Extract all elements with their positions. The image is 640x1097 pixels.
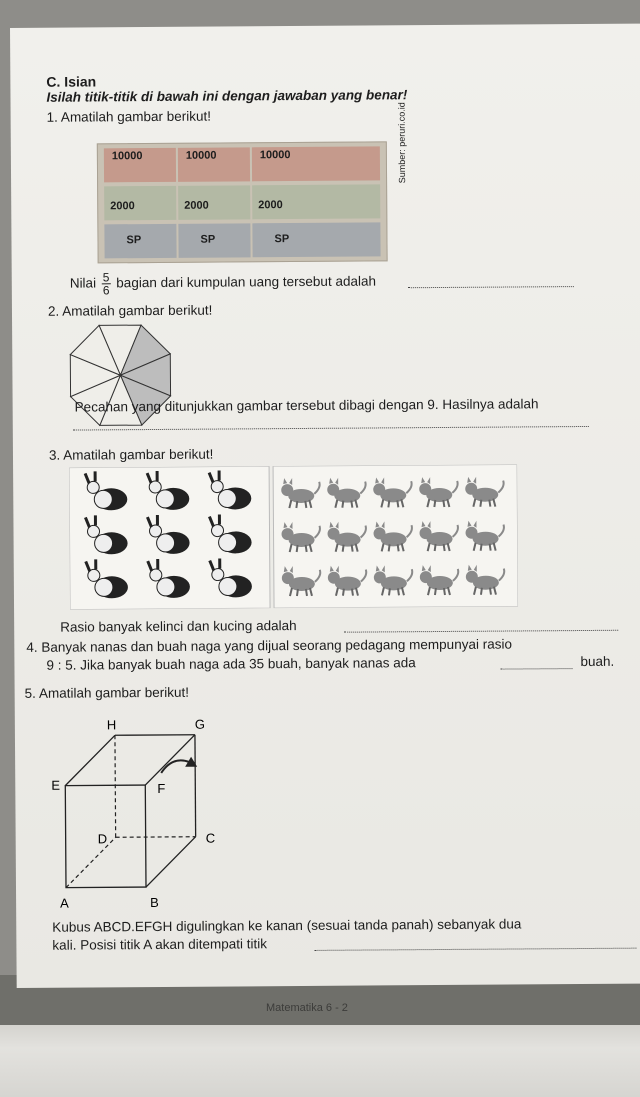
banknote-sp: SP: [178, 223, 250, 258]
vertex-label-e: E: [51, 777, 61, 793]
banknote-sp: SP: [104, 224, 176, 259]
q2-question: Pecahan yang ditunjukkan gambar tersebut dibagi dengan 9. Hasilnya adalah: [74, 396, 539, 415]
vertex-label-b: B: [150, 894, 159, 911]
animals-image: [69, 464, 518, 609]
q4-line2: 9 : 5. Jika banyak buah naga ada 35 buah, banyak nanas ada: [46, 655, 416, 673]
vertex-label-f: F: [157, 780, 166, 796]
vertex-label-c: C: [205, 830, 216, 846]
answer-blank-5[interactable]: [314, 948, 636, 951]
q4-line1: 4. Banyak nanas dan buah naga yang dijual seorang pedagang mempunyai rasio: [26, 636, 513, 655]
fraction: $\frac{5}{6}$: [102, 270, 110, 298]
vertex-label-a: A: [60, 895, 69, 911]
q3-header: 3. Amatilah gambar berikut!: [48, 446, 214, 463]
cube-diagram: [45, 696, 237, 915]
q3-question: Rasio banyak kelinci dan kucing adalah: [60, 618, 297, 635]
money-image: [97, 141, 388, 263]
q2-header: 2. Amatilah gambar berikut!: [47, 302, 213, 319]
worksheet-page: [10, 24, 640, 988]
answer-blank-3[interactable]: [344, 630, 618, 633]
section-title: C. Isian: [46, 73, 97, 90]
image-source: Sumber: peruri.co.id: [396, 102, 408, 184]
q5-line1: Kubus ABCD.EFGH digulingkan ke kanan (sesuai tanda panah) sebanyak dua: [52, 916, 522, 935]
vertex-label-g: G: [194, 716, 206, 732]
banknote-2000: 2000: [252, 184, 380, 219]
q1-number: 1.: [46, 109, 58, 125]
banknote-10000: 10000: [104, 148, 176, 183]
banknote-2000: 2000: [178, 185, 250, 220]
q1-prompt: Amatilah gambar berikut!: [60, 108, 212, 125]
banknote-10000: 10000: [178, 147, 250, 182]
banknote-2000: 2000: [104, 186, 176, 221]
q5-line2: kali. Posisi titik A akan ditempati titik: [52, 936, 268, 953]
q1-header: [47, 109, 211, 125]
answer-blank-1[interactable]: [408, 286, 574, 288]
banknote-sp: SP: [252, 222, 380, 257]
rabbit-icons: [85, 470, 252, 598]
banknote-10000: 10000: [252, 146, 380, 181]
vertex-label-h: H: [106, 717, 117, 733]
answer-blank-4[interactable]: [500, 668, 572, 670]
q1-question: Nilai $\frac{5}{6}$ bagian dari kumpulan uang tersebut adalah: [69, 270, 377, 298]
q5-header: 5. Amatilah gambar berikut!: [24, 684, 190, 701]
instruction: Isilah titik-titik di bawah ini dengan jawaban yang benar!: [46, 87, 408, 105]
page-footer: Matematika 6 - 2: [266, 1002, 348, 1014]
table-surface: [0, 975, 640, 1097]
vertex-label-d: D: [97, 831, 108, 847]
q4-unit: buah.: [580, 653, 615, 670]
